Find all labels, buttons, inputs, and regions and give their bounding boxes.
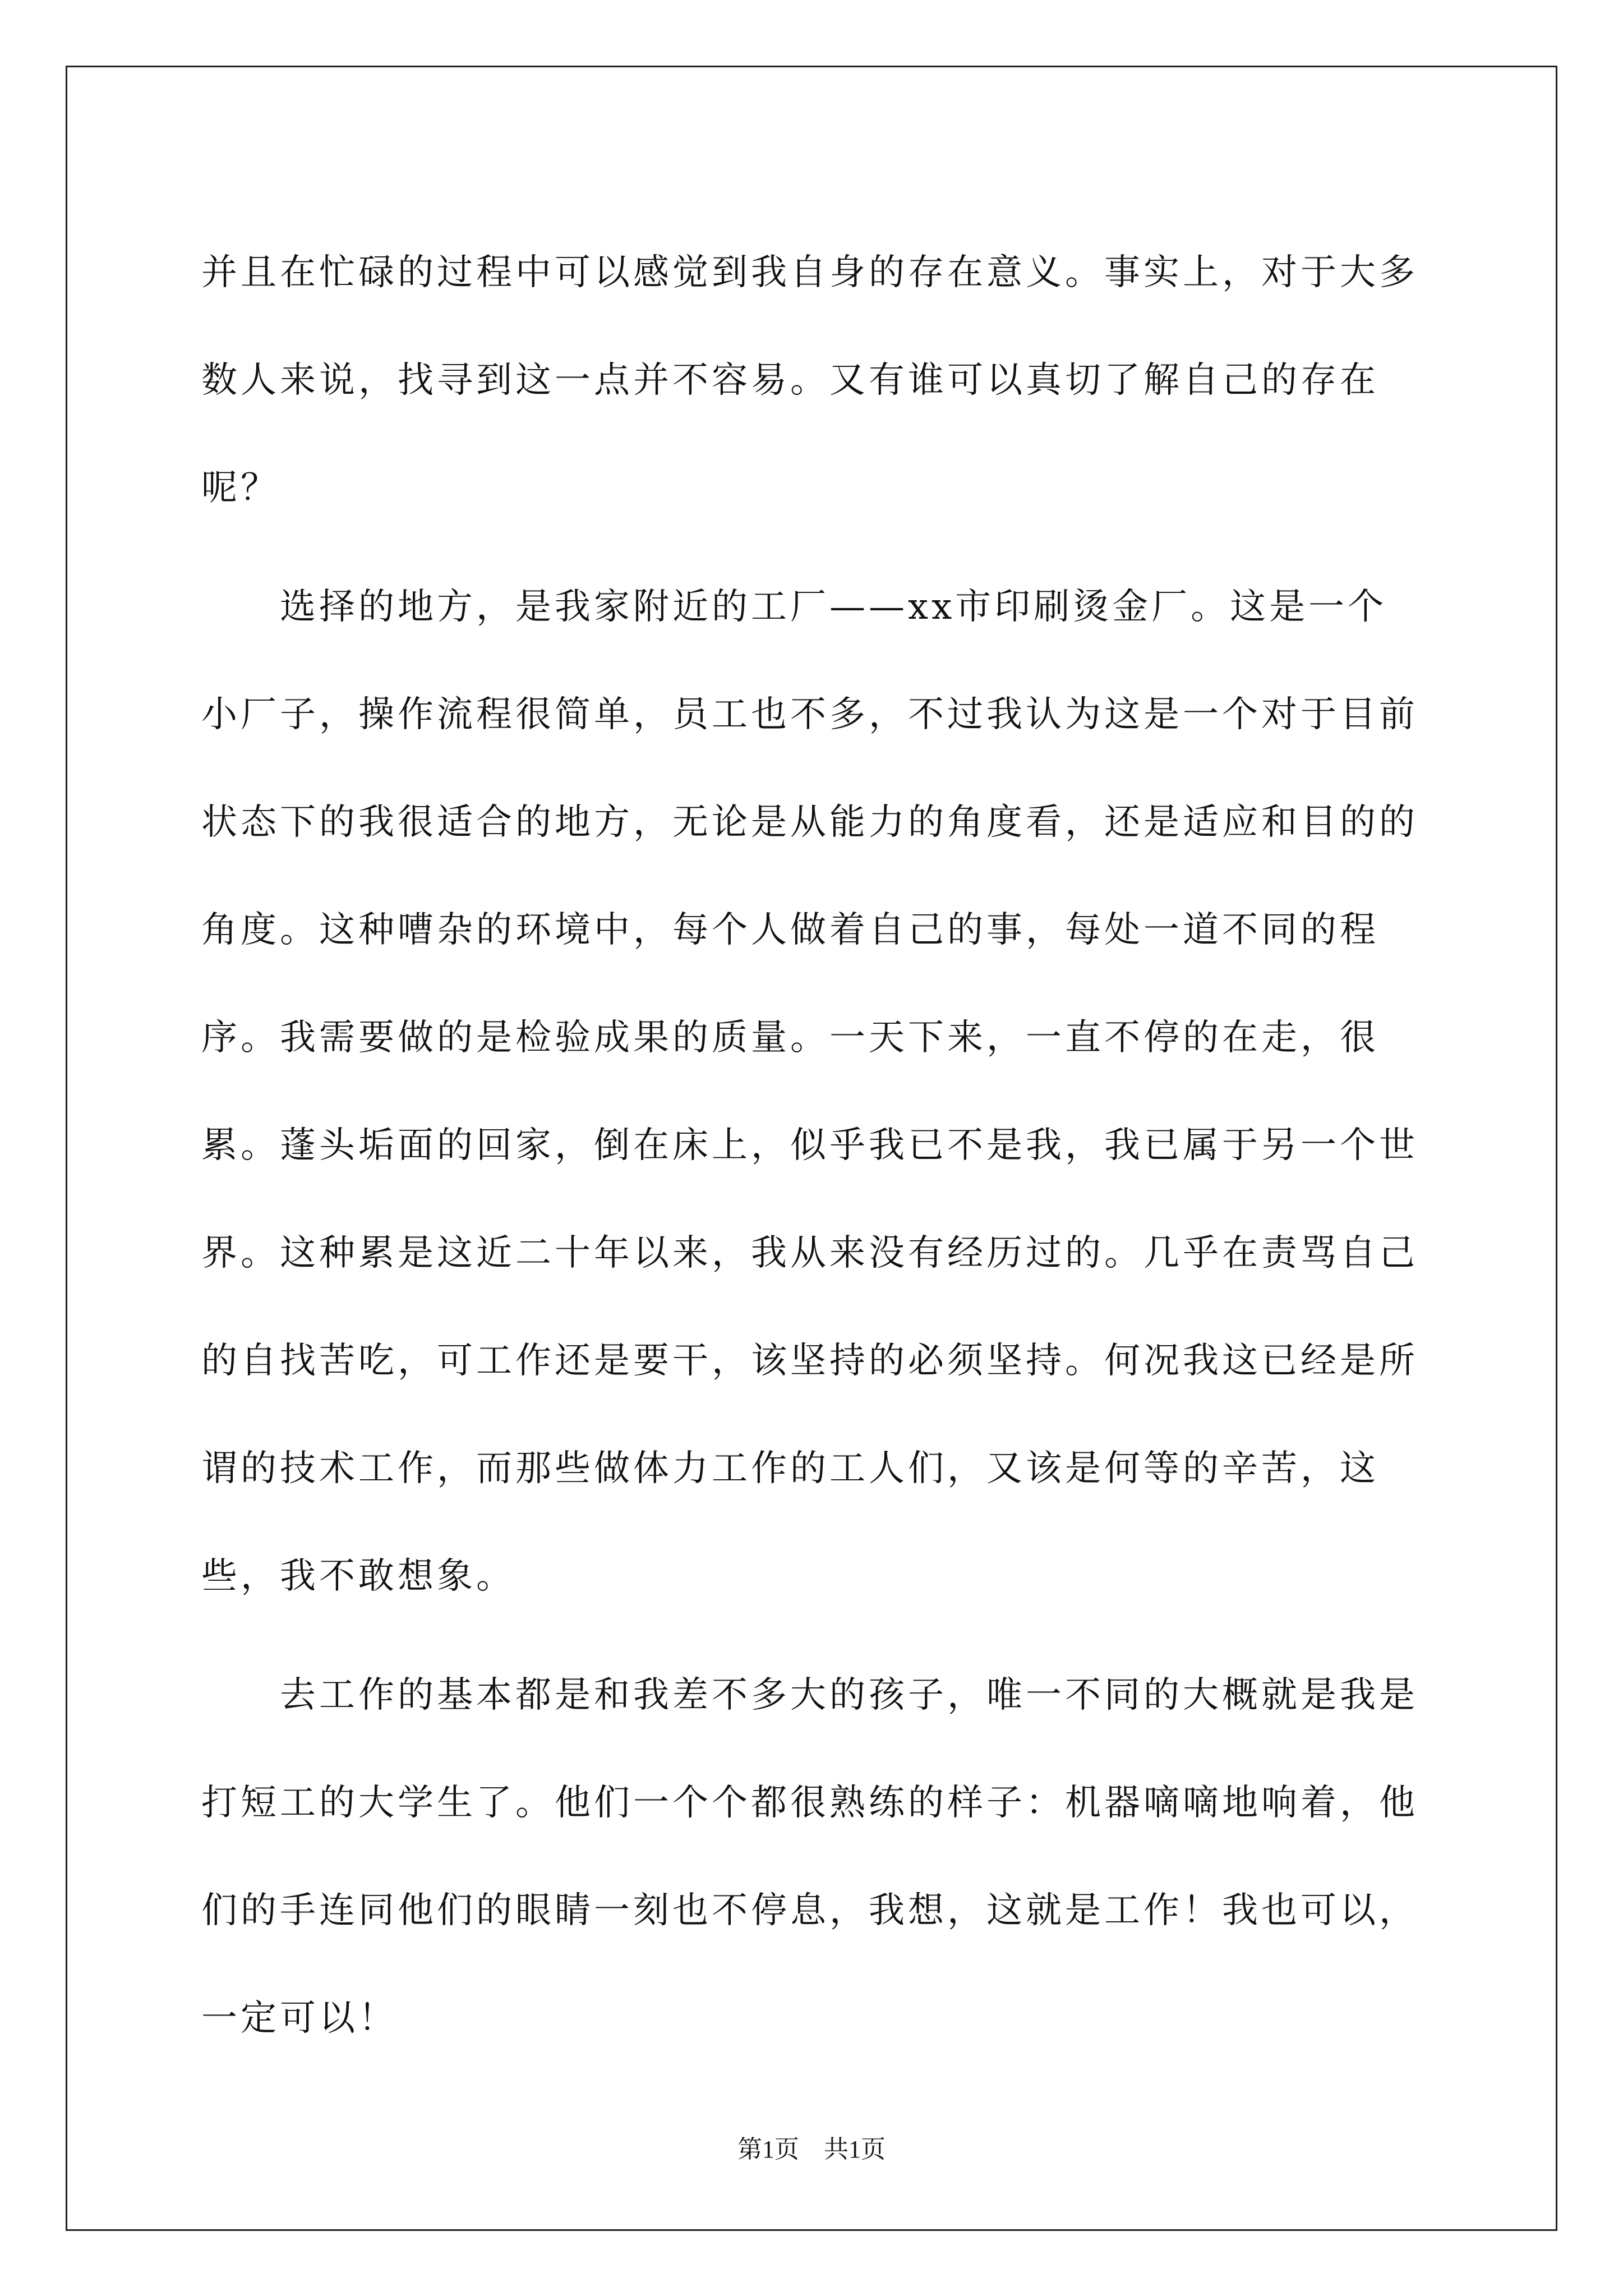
document-body <box>201 219 1424 2072</box>
paragraph-3: 去工作的基本都是和我差不多大的孩子，唯一不同的大概就是我是打短工的大学生了。他们一个个都很熟练的样子：机器嘀嘀地响着，他们的手连同他们的眼睛一刻也不停息，我想，这就是工作！我也可以，一定可以！ <box>201 1674 1418 2039</box>
paragraph-gap <box>201 542 1424 553</box>
page-total: 共1页 <box>824 2136 886 2163</box>
paragraph-2: 选择的地方，是我家附近的工厂——xx市印刷烫金厂。这是一个小厂子，操作流程很简单，员工也不多，不过我认为这是一个对于目前状态下的我很适合的地方，无论是从能力的角度看，还是适应和目的的角度。这种嘈杂的环境中，每个人做着自己的事，每处一道不同的程序。我需要做的是检验成果的质量。一天下来，一直不停的在走，很累。蓬头垢面的回家，倒在床上，似乎我已不是我，我已属于另一个世界。这种累是这近二十年以来，我从来没有经历过的。几乎在责骂自己的自找苦吃，可工作还是要干，该坚持的必须坚持。何况我这已经是所谓的技术工作，而那些做体力工作的工人们，又该是何等的辛苦，这些，我不敢想象。 <box>201 586 1418 1597</box>
paragraph-gap <box>201 1630 1424 1641</box>
page-number: 第1页 <box>737 2136 799 2163</box>
paragraph-1: 并且在忙碌的过程中可以感觉到我自身的存在意义。事实上，对于大多数人来说，找寻到这一点并不容易。又有谁可以真切了解自己的存在呢？ <box>201 252 1418 509</box>
page-footer <box>0 2129 1623 2165</box>
